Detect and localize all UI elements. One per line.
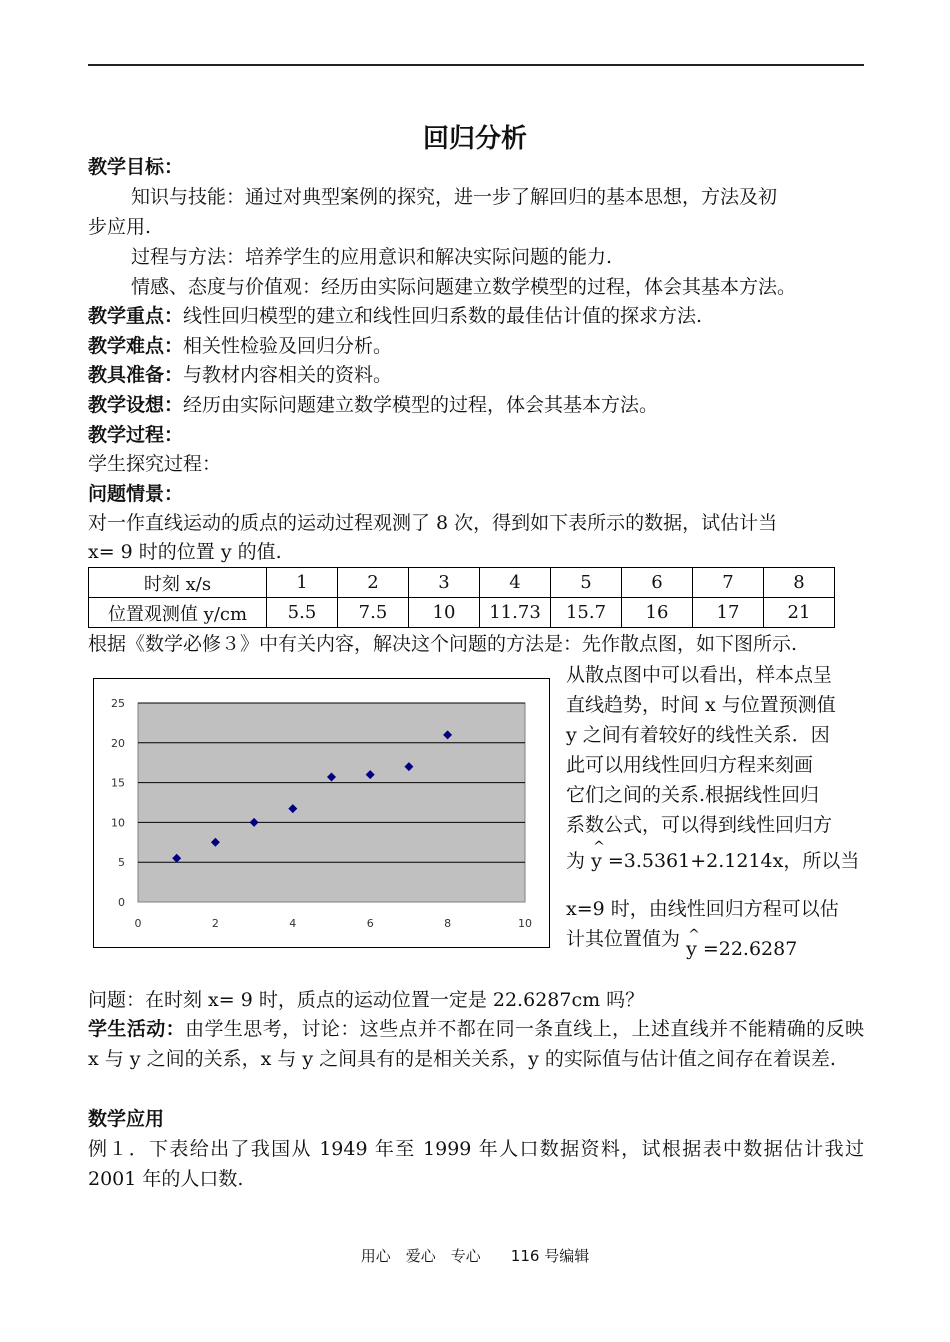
activity-paragraph — [88, 1014, 864, 1074]
page-footer: 用心 爱心 专心 116 号编辑 — [360, 1247, 590, 1265]
y-tick-label: 5 — [118, 856, 125, 870]
x-tick-label: 0 — [134, 917, 142, 930]
goals-knowledge-cont: 步应用. — [88, 216, 152, 238]
goals-knowledge: 知识与技能：通过对典型案例的探究，进一步了解回归的基本思想，方法及初 — [131, 186, 778, 208]
plot-area — [138, 703, 525, 902]
application-heading: 数学应用 — [88, 1108, 165, 1130]
regression-formula: ^ y =3.5361+2.1214x — [591, 846, 783, 876]
explore-text: 学生探究过程： — [88, 453, 222, 475]
x-tick-label: 2 — [211, 917, 219, 930]
activity-label: 学生活动： — [88, 1018, 186, 1040]
design-label: 教学设想： — [88, 394, 184, 416]
side-formula-suffix: ，所以当 — [783, 850, 860, 872]
table-cell: 6 — [622, 568, 693, 598]
difficulty — [88, 331, 392, 361]
side-line: 从散点图中可以看出，样本点呈 — [566, 664, 833, 686]
side-line: 它们之间的关系.根据线性回归 — [566, 784, 820, 806]
table-cell: 1 — [267, 568, 338, 598]
design — [88, 390, 658, 420]
scatter-chart — [93, 678, 550, 948]
y-tick-label: 10 — [111, 816, 125, 830]
scenario-heading: 问题情景： — [88, 483, 184, 505]
table-cell: 7 — [693, 568, 764, 598]
side-line: 系数公式，可以得到线性回归方 — [566, 814, 833, 836]
table-header-cell: 位置观测值 y/cm — [89, 598, 267, 628]
side-line: 此可以用线性回归方程来刻画 — [566, 754, 814, 776]
estimate-formula: ^ y =22.6287 — [686, 934, 797, 964]
table-cell: 7.5 — [338, 598, 409, 628]
table-cell: 21 — [764, 598, 835, 628]
table-cell: 8 — [764, 568, 835, 598]
side-text — [566, 660, 864, 960]
y-tick-label: 25 — [111, 697, 125, 710]
question-text: 问题：在时刻 x= 9 时，质点的运动位置一定是 22.6287cm 吗？ — [88, 989, 645, 1011]
header-rule — [88, 64, 864, 66]
table-cell: 16 — [622, 598, 693, 628]
after-table-text: 根据《数学必修３》中有关内容，解决这个问题的方法是：先作散点图，如下图所示. — [88, 633, 798, 655]
example-text: 例１．下表给出了我国从 1949 年至 1999 年人口数据资料，试根据表中数据估计我过 2001 年的人口数. — [88, 1138, 864, 1190]
goals-emotion: 情感、态度与价值观：经历由实际问题建立数学模型的过程，体会其基本方法。 — [131, 276, 797, 298]
table-cell: 4 — [480, 568, 551, 598]
x-tick-label: 10 — [518, 917, 532, 930]
y-tick-label: 0 — [118, 896, 125, 909]
side-estimate-prefix: 计其位置值为 — [566, 928, 681, 950]
key-point-text: 线性回归模型的建立和线性回归系数的最佳估计值的探求方法. — [183, 305, 703, 327]
key-point — [88, 301, 702, 331]
tools-label: 教具准备： — [88, 364, 184, 386]
side-line: y 之间有着较好的线性关系．因 — [566, 724, 830, 746]
x-tick-label: 6 — [366, 917, 374, 930]
difficulty-text: 相关性检验及回归分析。 — [183, 335, 393, 357]
table-row — [89, 598, 835, 628]
goals-heading: 教学目标： — [88, 156, 184, 178]
table-cell: 10 — [409, 598, 480, 628]
goals-process: 过程与方法：培养学生的应用意识和解决实际问题的能力. — [131, 246, 613, 268]
side-formula-prefix: 为 — [566, 850, 586, 872]
table-cell: 11.73 — [480, 598, 551, 628]
table-header-cell: 时刻 x/s — [89, 568, 267, 598]
process-heading: 教学过程： — [88, 424, 184, 446]
page-title: 回归分析 — [422, 124, 527, 154]
data-table — [88, 567, 835, 628]
side-estimate-line — [566, 924, 864, 960]
side-formula-line — [566, 846, 864, 876]
key-point-label: 教学重点： — [88, 305, 184, 327]
table-cell: 3 — [409, 568, 480, 598]
table-cell: 5.5 — [267, 598, 338, 628]
x-tick-label: 4 — [289, 917, 297, 930]
side-line: 直线趋势，时间 x 与位置预测值 — [566, 694, 836, 716]
table-cell: 17 — [693, 598, 764, 628]
tools — [88, 360, 392, 390]
y-tick-label: 15 — [111, 776, 125, 790]
table-cell: 15.7 — [551, 598, 622, 628]
difficulty-label: 教学难点： — [88, 335, 184, 357]
scatter-chart-svg — [94, 679, 549, 947]
side-line: x=9 时，由线性回归方程可以估 — [566, 898, 839, 920]
activity-text: 由学生思考，讨论：这些点并不都在同一条直线上，上述直线并不能精确的反映 x 与 y 之间的关系，x 与 y 之间具有的是相关关系，y 的实际值与估计值之间存在着误差. — [88, 1018, 864, 1070]
y-tick-label: 20 — [111, 736, 125, 750]
scenario-text-2: x= 9 时的位置 y 的值. — [88, 541, 282, 563]
table-cell: 5 — [551, 568, 622, 598]
table-row — [89, 568, 835, 598]
table-cell: 2 — [338, 568, 409, 598]
tools-text: 与教材内容相关的资料。 — [183, 364, 393, 386]
design-text: 经历由实际问题建立数学模型的过程，体会其基本方法。 — [183, 394, 659, 416]
scenario-text: 对一作直线运动的质点的运动过程观测了 8 次，得到如下表所示的数据，试估计当 — [88, 512, 778, 534]
x-tick-label: 8 — [444, 917, 452, 930]
